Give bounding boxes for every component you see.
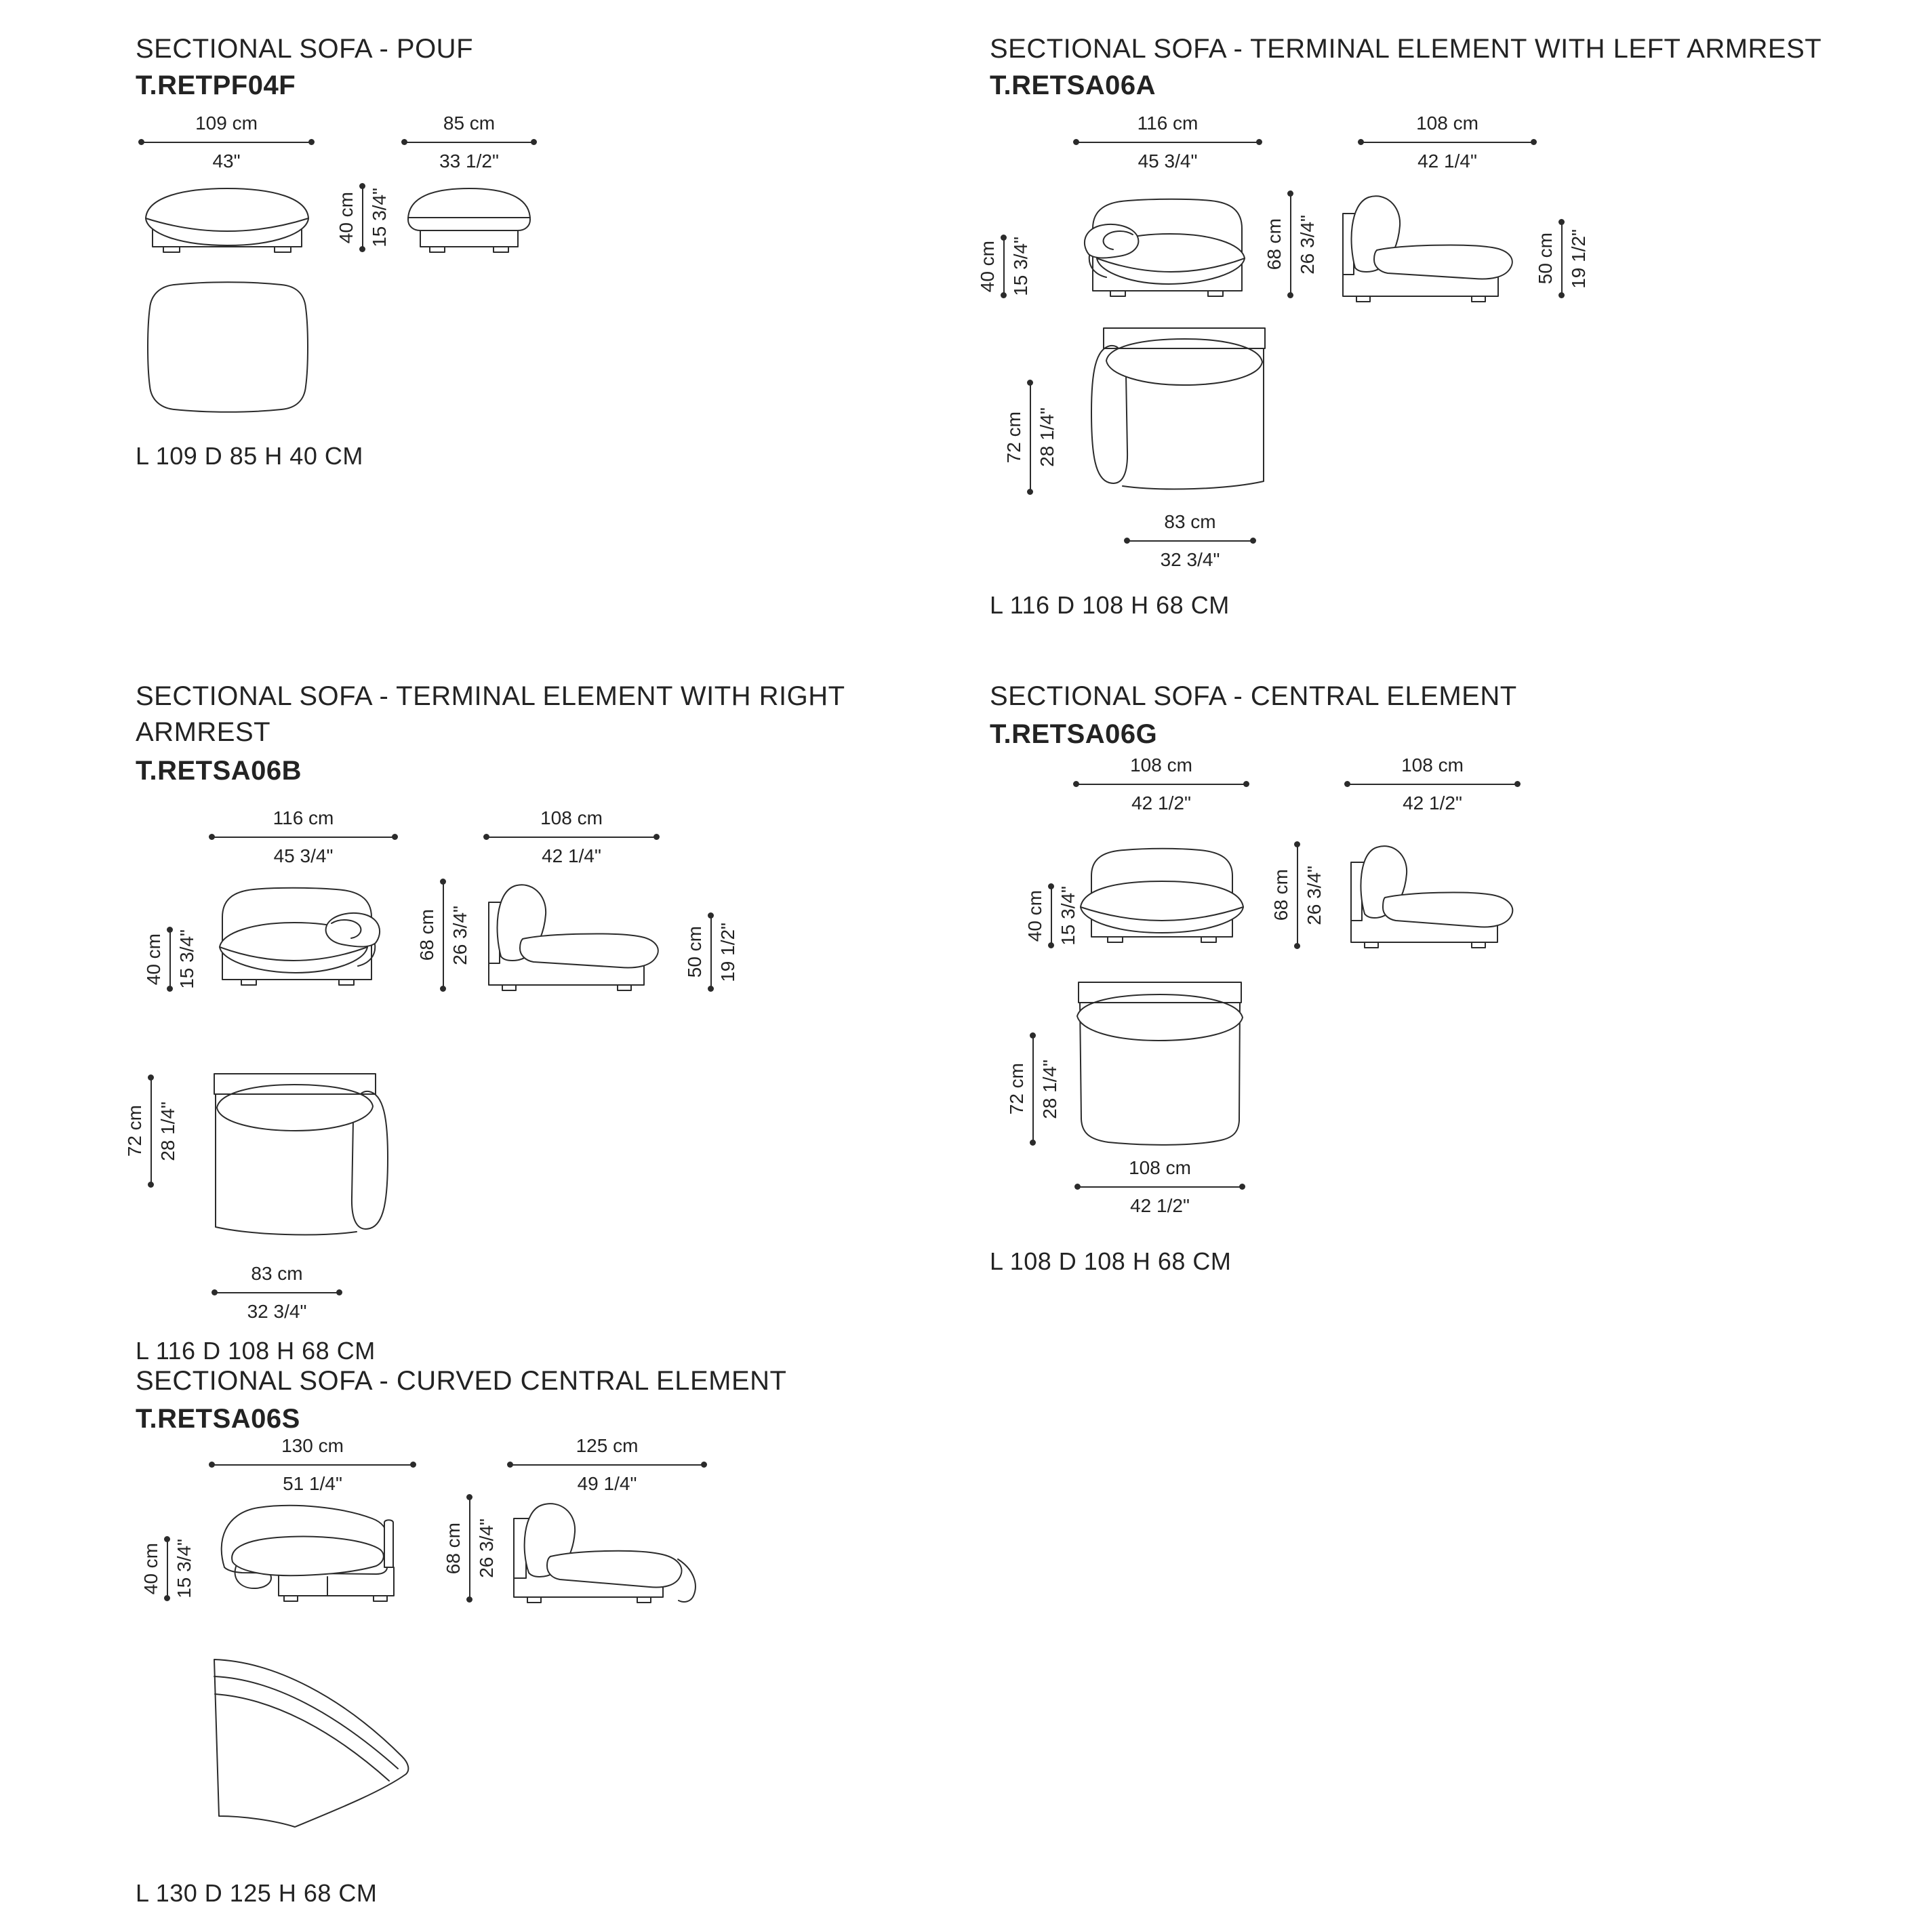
central-side-view-drawing: [1346, 845, 1514, 948]
section-terminal-right-title-line1: SECTIONAL SOFA - TERMINAL ELEMENT WITH RIGHT: [136, 681, 845, 711]
dim-cm-label: 68 cm: [1264, 218, 1285, 270]
dim-in-label: 42 1/4": [1417, 150, 1477, 172]
dimension-line: [140, 142, 313, 143]
dim-in-label: 28 1/4": [1037, 407, 1058, 467]
terminal-left-height-dimension: [1263, 192, 1319, 297]
dim-cm-label: 83 cm: [251, 1263, 303, 1284]
central-top-view-drawing: [1076, 980, 1244, 1147]
dim-in-label: 15 3/4": [176, 929, 197, 989]
dim-in-label: 28 1/4": [1039, 1059, 1060, 1119]
section-terminal-right-title-line2: ARMREST: [136, 717, 271, 747]
terminal-left-seat-width-dimension: [1125, 510, 1255, 571]
dim-cm-label: 125 cm: [576, 1435, 639, 1456]
dim-cm-label: 50 cm: [684, 926, 705, 978]
terminal-right-front-view-drawing: [209, 883, 388, 990]
pouf-depth-dimension: [403, 112, 536, 173]
dim-in-label: 42 1/2": [1130, 1195, 1190, 1216]
dimension-line: [362, 184, 363, 251]
dimension-line: [1003, 236, 1005, 297]
central-top-depth-dimension: [1005, 1034, 1061, 1144]
dim-cm-label: 109 cm: [195, 113, 258, 134]
dim-cm-label: 130 cm: [281, 1435, 344, 1456]
dimension-line: [150, 1076, 152, 1186]
dim-cm-label: 108 cm: [540, 807, 603, 828]
dim-in-label: 15 3/4": [1058, 886, 1079, 946]
dimension-line: [1297, 843, 1298, 948]
dim-in-label: 15 3/4": [174, 1539, 195, 1598]
terminal-right-depth-dimension: [485, 807, 658, 868]
dim-cm-label: 108 cm: [1416, 113, 1478, 134]
central-bottom-width-dimension: [1076, 1156, 1244, 1217]
pouf-width-dimension: [140, 112, 313, 173]
dim-in-label: 42 1/4": [542, 845, 601, 866]
curved-depth-dimension: [508, 1434, 706, 1495]
terminal-left-overall-dimensions: L 116 D 108 H 68 CM: [990, 591, 1230, 619]
terminal-right-top-depth-dimension: [123, 1076, 179, 1186]
dim-in-label: 32 3/4": [247, 1301, 307, 1322]
dim-cm-label: 40 cm: [1024, 889, 1045, 942]
curved-front-view-drawing: [214, 1502, 419, 1601]
dim-cm-label: 83 cm: [1164, 511, 1216, 532]
pouf-height-dimension: [335, 184, 390, 251]
dimension-line: [1076, 1186, 1244, 1188]
terminal-right-width-dimension: [210, 807, 397, 868]
dim-in-label: 26 3/4": [449, 905, 470, 965]
terminal-right-seat-height-dimension: [142, 928, 198, 990]
dimension-line: [403, 142, 536, 143]
dimension-line: [1346, 784, 1519, 785]
dim-in-label: 33 1/2": [439, 150, 499, 172]
dim-in-label: 26 3/4": [1304, 865, 1325, 925]
dim-cm-label: 72 cm: [1003, 411, 1024, 464]
terminal-left-width-dimension: [1074, 112, 1261, 173]
central-width-dimension: [1074, 754, 1248, 815]
central-height-dimension: [1270, 843, 1325, 948]
terminal-left-seat-height-dimension: [976, 236, 1032, 297]
central-front-view-drawing: [1078, 845, 1246, 948]
dimension-line: [508, 1464, 706, 1466]
dim-cm-label: 108 cm: [1401, 754, 1464, 776]
dimension-line: [1125, 540, 1255, 542]
dimension-line: [469, 1495, 470, 1601]
terminal-left-back-height-dimension: [1534, 220, 1590, 297]
section-curved-code: T.RETSA06S: [136, 1404, 300, 1434]
terminal-left-depth-dimension: [1359, 112, 1535, 173]
dim-cm-label: 40 cm: [143, 933, 164, 986]
curved-width-dimension: [210, 1434, 415, 1495]
section-pouf-title: SECTIONAL SOFA - POUF: [136, 34, 473, 64]
dim-in-label: 43": [212, 150, 241, 172]
dimension-line: [210, 837, 397, 838]
dim-cm-label: 68 cm: [416, 909, 437, 961]
section-terminal-right-code: T.RETSA06B: [136, 756, 302, 786]
central-depth-dimension: [1346, 754, 1519, 815]
terminal-left-top-view-drawing: [1087, 325, 1268, 494]
dim-in-label: 15 3/4": [369, 188, 390, 247]
dimension-line: [210, 1464, 415, 1466]
dimension-line: [1032, 1034, 1034, 1144]
central-overall-dimensions: L 108 D 108 H 68 CM: [990, 1247, 1232, 1275]
dimension-line: [213, 1292, 341, 1293]
dim-cm-label: 72 cm: [1006, 1063, 1027, 1115]
terminal-right-side-view-drawing: [485, 882, 664, 990]
dim-in-label: 42 1/2": [1403, 792, 1462, 813]
pouf-top-view-drawing: [144, 279, 311, 414]
terminal-left-side-view-drawing: [1339, 193, 1518, 302]
section-central-code: T.RETSA06G: [990, 719, 1158, 749]
dim-cm-label: 108 cm: [1129, 1157, 1191, 1178]
dim-cm-label: 50 cm: [1535, 233, 1556, 285]
dim-cm-label: 68 cm: [1270, 869, 1291, 921]
section-terminal-left-code: T.RETSA06A: [990, 71, 1156, 100]
dim-in-label: 26 3/4": [476, 1518, 497, 1578]
dim-in-label: 32 3/4": [1160, 549, 1220, 570]
dim-in-label: 45 3/4": [273, 845, 334, 866]
dim-cm-label: 85 cm: [443, 113, 496, 134]
dim-in-label: 19 1/2": [717, 922, 738, 982]
dimension-line: [169, 928, 171, 990]
dim-cm-label: 72 cm: [124, 1105, 145, 1157]
dimension-line: [167, 1537, 168, 1600]
section-central-title: SECTIONAL SOFA - CENTRAL ELEMENT: [990, 681, 1517, 711]
dim-cm-label: 116 cm: [273, 807, 334, 828]
dim-cm-label: 40 cm: [336, 191, 357, 244]
dim-in-label: 45 3/4": [1138, 150, 1198, 172]
dimension-line: [710, 914, 712, 990]
terminal-right-seat-width-dimension: [213, 1262, 341, 1323]
dimension-line: [1359, 142, 1535, 143]
dim-in-label: 15 3/4": [1010, 237, 1031, 296]
pouf-side-view-drawing: [403, 186, 536, 254]
curved-side-view-drawing: [508, 1502, 706, 1601]
dimension-line: [1030, 381, 1031, 494]
dim-cm-label: 40 cm: [140, 1542, 161, 1595]
terminal-right-back-height-dimension: [683, 914, 739, 990]
dimension-line: [1074, 142, 1261, 143]
dimension-line: [485, 837, 658, 838]
dim-cm-label: 68 cm: [443, 1522, 464, 1575]
section-terminal-left-title: SECTIONAL SOFA - TERMINAL ELEMENT WITH LEFT ARMREST: [990, 34, 1822, 64]
dim-in-label: 49 1/4": [577, 1473, 637, 1494]
dim-in-label: 19 1/2": [1568, 228, 1589, 289]
dim-cm-label: 116 cm: [1137, 113, 1199, 134]
dim-cm-label: 108 cm: [1130, 754, 1192, 776]
dimension-line: [1290, 192, 1291, 297]
dim-cm-label: 40 cm: [977, 240, 998, 293]
terminal-left-top-depth-dimension: [1003, 381, 1058, 494]
dimension-line: [1561, 220, 1563, 297]
terminal-right-top-view-drawing: [211, 1071, 392, 1239]
curved-height-dimension: [442, 1495, 498, 1601]
dim-in-label: 26 3/4": [1297, 214, 1318, 275]
pouf-front-view-drawing: [142, 186, 313, 254]
dim-in-label: 42 1/2": [1131, 792, 1191, 813]
section-pouf-code: T.RETPF04F: [136, 71, 296, 100]
terminal-left-front-view-drawing: [1076, 195, 1255, 302]
dimension-line: [1051, 885, 1052, 947]
terminal-right-height-dimension: [416, 880, 471, 990]
section-curved-title: SECTIONAL SOFA - CURVED CENTRAL ELEMENT: [136, 1366, 787, 1396]
curved-seat-height-dimension: [140, 1537, 195, 1600]
dimension-line: [443, 880, 444, 990]
pouf-overall-dimensions: L 109 D 85 H 40 CM: [136, 442, 363, 470]
dimension-line: [1074, 784, 1248, 785]
central-seat-height-dimension: [1024, 885, 1079, 947]
dim-in-label: 28 1/4": [157, 1101, 178, 1161]
curved-top-view-drawing: [211, 1656, 413, 1831]
terminal-right-overall-dimensions: L 116 D 108 H 68 CM: [136, 1337, 376, 1365]
curved-overall-dimensions: L 130 D 125 H 68 CM: [136, 1879, 378, 1907]
dim-in-label: 51 1/4": [283, 1473, 342, 1494]
